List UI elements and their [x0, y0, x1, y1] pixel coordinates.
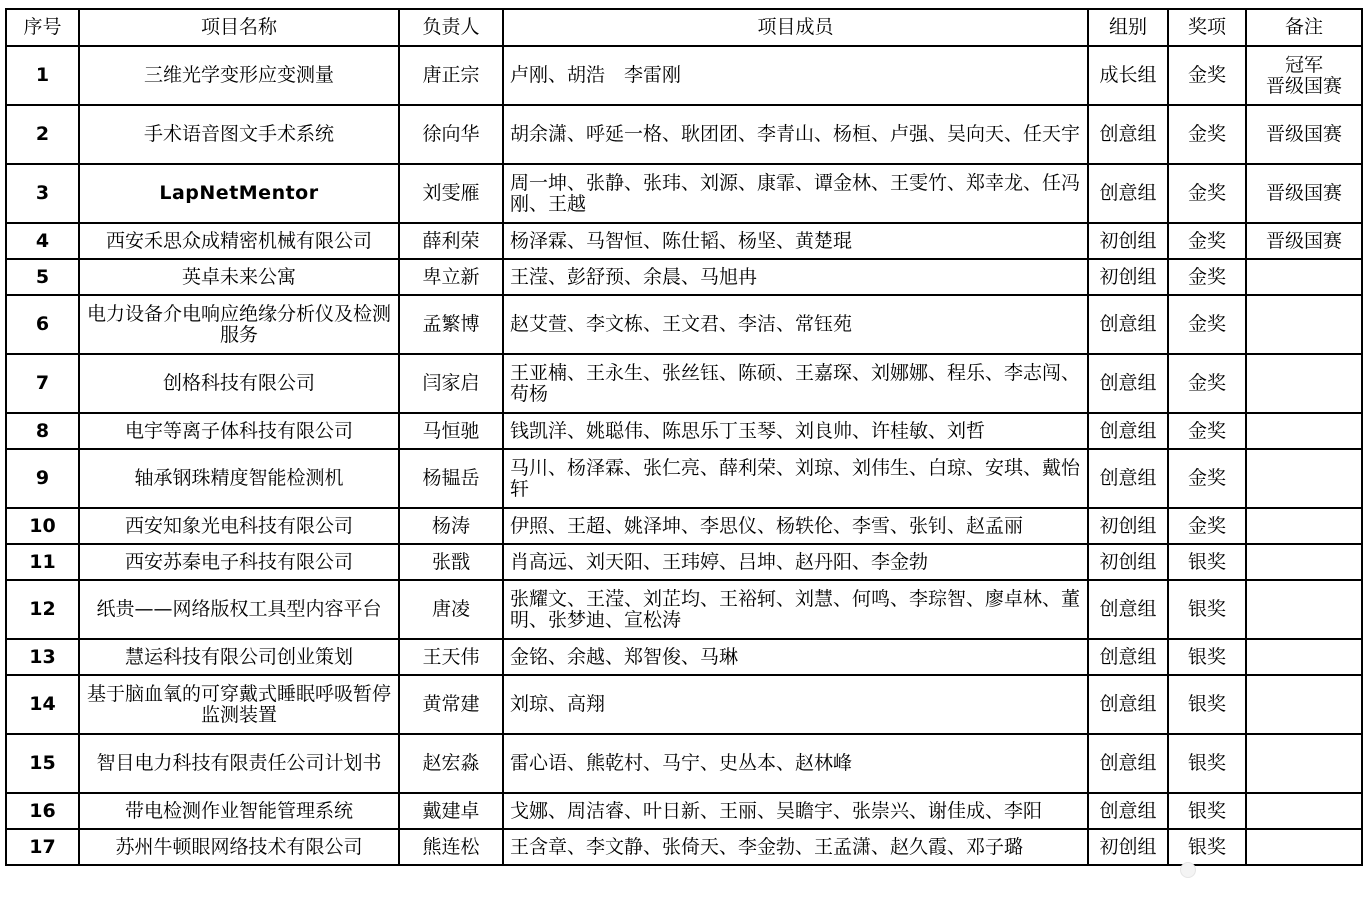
row-leader: 唐正宗 — [399, 46, 503, 105]
table-row — [6, 675, 1362, 734]
row-no: 14 — [6, 675, 79, 734]
row-award: 金奖 — [1168, 354, 1246, 413]
table-row — [6, 354, 1362, 413]
row-leader: 卑立新 — [399, 259, 503, 295]
table-row — [6, 105, 1362, 164]
row-group: 创意组 — [1088, 675, 1168, 734]
row-group: 创意组 — [1088, 413, 1168, 449]
row-members: 钱凯洋、姚聪伟、陈思乐丁玉琴、刘良帅、许桂敏、刘哲 — [503, 413, 1088, 449]
row-group: 创意组 — [1088, 639, 1168, 675]
row-note — [1246, 449, 1362, 508]
row-members: 赵艾萱、李文栋、王文君、李洁、常钰苑 — [503, 295, 1088, 354]
row-award: 金奖 — [1168, 46, 1246, 105]
header-award: 奖项 — [1168, 9, 1246, 46]
row-group: 成长组 — [1088, 46, 1168, 105]
header-no: 序号 — [6, 9, 79, 46]
row-award: 银奖 — [1168, 675, 1246, 734]
award-table-wrapper — [5, 8, 1363, 866]
row-note — [1246, 295, 1362, 354]
row-group: 创意组 — [1088, 734, 1168, 793]
row-note — [1246, 354, 1362, 413]
row-leader: 徐向华 — [399, 105, 503, 164]
row-note — [1246, 793, 1362, 829]
row-name: 西安禾思众成精密机械有限公司 — [79, 223, 399, 259]
header-row — [6, 9, 1362, 46]
table-row — [6, 639, 1362, 675]
header-name: 项目名称 — [79, 9, 399, 46]
row-award: 银奖 — [1168, 829, 1246, 865]
row-members: 王滢、彭舒预、余晨、马旭冉 — [503, 259, 1088, 295]
row-name: 三维光学变形应变测量 — [79, 46, 399, 105]
row-members: 王亚楠、王永生、张丝钰、陈硕、王嘉琛、刘娜娜、程乐、李志闯、苟杨 — [503, 354, 1088, 413]
row-members: 杨泽霖、马智恒、陈仕韬、杨坚、黄楚琨 — [503, 223, 1088, 259]
row-award: 金奖 — [1168, 223, 1246, 259]
row-members: 刘琼、高翔 — [503, 675, 1088, 734]
row-group: 初创组 — [1088, 544, 1168, 580]
row-members: 王含章、李文静、张倚天、李金勃、王孟潇、赵久霞、邓子璐 — [503, 829, 1088, 865]
row-name: 西安苏秦电子科技有限公司 — [79, 544, 399, 580]
row-award: 银奖 — [1168, 793, 1246, 829]
row-no: 11 — [6, 544, 79, 580]
watermark-icon — [1180, 862, 1196, 878]
row-award: 金奖 — [1168, 259, 1246, 295]
table-row — [6, 793, 1362, 829]
row-leader: 薛利荣 — [399, 223, 503, 259]
row-leader: 闫家启 — [399, 354, 503, 413]
row-note: 晋级国赛 — [1246, 223, 1362, 259]
row-name: 电力设备介电响应绝缘分析仪及检测服务 — [79, 295, 399, 354]
table-row — [6, 544, 1362, 580]
row-no: 13 — [6, 639, 79, 675]
row-name: 基于脑血氧的可穿戴式睡眠呼吸暂停监测装置 — [79, 675, 399, 734]
row-members: 戈娜、周洁睿、叶日新、王丽、吴瞻宇、张崇兴、谢佳成、李阳 — [503, 793, 1088, 829]
row-award: 金奖 — [1168, 105, 1246, 164]
table-row — [6, 580, 1362, 639]
row-name: 纸贵——网络版权工具型内容平台 — [79, 580, 399, 639]
row-note: 晋级国赛 — [1246, 164, 1362, 223]
row-no: 1 — [6, 46, 79, 105]
row-leader: 王天伟 — [399, 639, 503, 675]
row-no: 6 — [6, 295, 79, 354]
row-award: 金奖 — [1168, 164, 1246, 223]
row-note: 晋级国赛 — [1246, 105, 1362, 164]
row-name: 英卓未来公寓 — [79, 259, 399, 295]
table-row — [6, 508, 1362, 544]
header-group: 组别 — [1088, 9, 1168, 46]
row-no: 17 — [6, 829, 79, 865]
row-no: 4 — [6, 223, 79, 259]
row-name: 慧运科技有限公司创业策划 — [79, 639, 399, 675]
row-name: 轴承钢珠精度智能检测机 — [79, 449, 399, 508]
table-row — [6, 46, 1362, 105]
row-members: 张耀文、王滢、刘芷均、王裕轲、刘慧、何鸣、李琮智、廖卓林、董明、张梦迪、宣松涛 — [503, 580, 1088, 639]
row-members: 马川、杨泽霖、张仁亮、薛利荣、刘琼、刘伟生、白琼、安琪、戴怡轩 — [503, 449, 1088, 508]
row-group: 创意组 — [1088, 449, 1168, 508]
row-award: 金奖 — [1168, 295, 1246, 354]
row-group: 创意组 — [1088, 164, 1168, 223]
row-award: 银奖 — [1168, 544, 1246, 580]
row-award: 银奖 — [1168, 639, 1246, 675]
row-note — [1246, 675, 1362, 734]
row-leader: 黄常建 — [399, 675, 503, 734]
table-row — [6, 829, 1362, 865]
table-row — [6, 223, 1362, 259]
row-no: 9 — [6, 449, 79, 508]
row-note — [1246, 259, 1362, 295]
row-no: 2 — [6, 105, 79, 164]
row-name: LapNetMentor — [79, 164, 399, 223]
row-group: 创意组 — [1088, 793, 1168, 829]
row-leader: 戴建卓 — [399, 793, 503, 829]
row-note — [1246, 508, 1362, 544]
row-leader: 杨涛 — [399, 508, 503, 544]
header-leader: 负责人 — [399, 9, 503, 46]
row-award: 金奖 — [1168, 449, 1246, 508]
row-name: 智目电力科技有限责任公司计划书 — [79, 734, 399, 793]
row-group: 创意组 — [1088, 354, 1168, 413]
row-members: 卢刚、胡浩 李雷刚 — [503, 46, 1088, 105]
row-group: 创意组 — [1088, 105, 1168, 164]
table-row — [6, 413, 1362, 449]
row-leader: 孟繁博 — [399, 295, 503, 354]
row-members: 肖高远、刘天阳、王玮婷、吕坤、赵丹阳、李金勃 — [503, 544, 1088, 580]
row-group: 创意组 — [1088, 580, 1168, 639]
row-members: 胡余潇、呼延一格、耿团团、李青山、杨桓、卢强、吴向天、任天宇 — [503, 105, 1088, 164]
table-row — [6, 449, 1362, 508]
row-name: 西安知象光电科技有限公司 — [79, 508, 399, 544]
row-award: 金奖 — [1168, 413, 1246, 449]
header-note: 备注 — [1246, 9, 1362, 46]
row-note — [1246, 639, 1362, 675]
row-leader: 唐凌 — [399, 580, 503, 639]
row-members: 金铭、余越、郑智俊、马琳 — [503, 639, 1088, 675]
row-award: 金奖 — [1168, 508, 1246, 544]
row-name: 带电检测作业智能管理系统 — [79, 793, 399, 829]
row-leader: 张戬 — [399, 544, 503, 580]
row-members: 雷心语、熊乾村、马宁、史丛本、赵林峰 — [503, 734, 1088, 793]
table-row — [6, 734, 1362, 793]
row-no: 8 — [6, 413, 79, 449]
row-award: 银奖 — [1168, 734, 1246, 793]
row-members: 周一坤、张静、张玮、刘源、康霏、谭金林、王雯竹、郑幸龙、任冯刚、王越 — [503, 164, 1088, 223]
row-group: 初创组 — [1088, 829, 1168, 865]
table-row — [6, 164, 1362, 223]
row-no: 15 — [6, 734, 79, 793]
row-award: 银奖 — [1168, 580, 1246, 639]
row-group: 初创组 — [1088, 259, 1168, 295]
row-no: 12 — [6, 580, 79, 639]
row-no: 7 — [6, 354, 79, 413]
row-name: 手术语音图文手术系统 — [79, 105, 399, 164]
header-members: 项目成员 — [503, 9, 1088, 46]
row-note — [1246, 580, 1362, 639]
row-note — [1246, 413, 1362, 449]
row-note — [1246, 829, 1362, 865]
row-name: 电宇等离子体科技有限公司 — [79, 413, 399, 449]
row-leader: 熊连松 — [399, 829, 503, 865]
row-group: 初创组 — [1088, 223, 1168, 259]
row-note — [1246, 734, 1362, 793]
row-note: 冠军 晋级国赛 — [1246, 46, 1362, 105]
row-leader: 杨韫岳 — [399, 449, 503, 508]
row-no: 3 — [6, 164, 79, 223]
row-group: 初创组 — [1088, 508, 1168, 544]
row-no: 10 — [6, 508, 79, 544]
row-members: 伊照、王超、姚泽坤、李思仪、杨轶伦、李雪、张钊、赵孟丽 — [503, 508, 1088, 544]
row-leader: 马恒驰 — [399, 413, 503, 449]
award-list-table — [5, 8, 1363, 866]
row-group: 创意组 — [1088, 295, 1168, 354]
row-note — [1246, 544, 1362, 580]
row-name: 苏州牛顿眼网络技术有限公司 — [79, 829, 399, 865]
table-row — [6, 295, 1362, 354]
row-name: 创格科技有限公司 — [79, 354, 399, 413]
row-no: 16 — [6, 793, 79, 829]
row-leader: 赵宏淼 — [399, 734, 503, 793]
row-leader: 刘雯雁 — [399, 164, 503, 223]
row-no: 5 — [6, 259, 79, 295]
table-row — [6, 259, 1362, 295]
